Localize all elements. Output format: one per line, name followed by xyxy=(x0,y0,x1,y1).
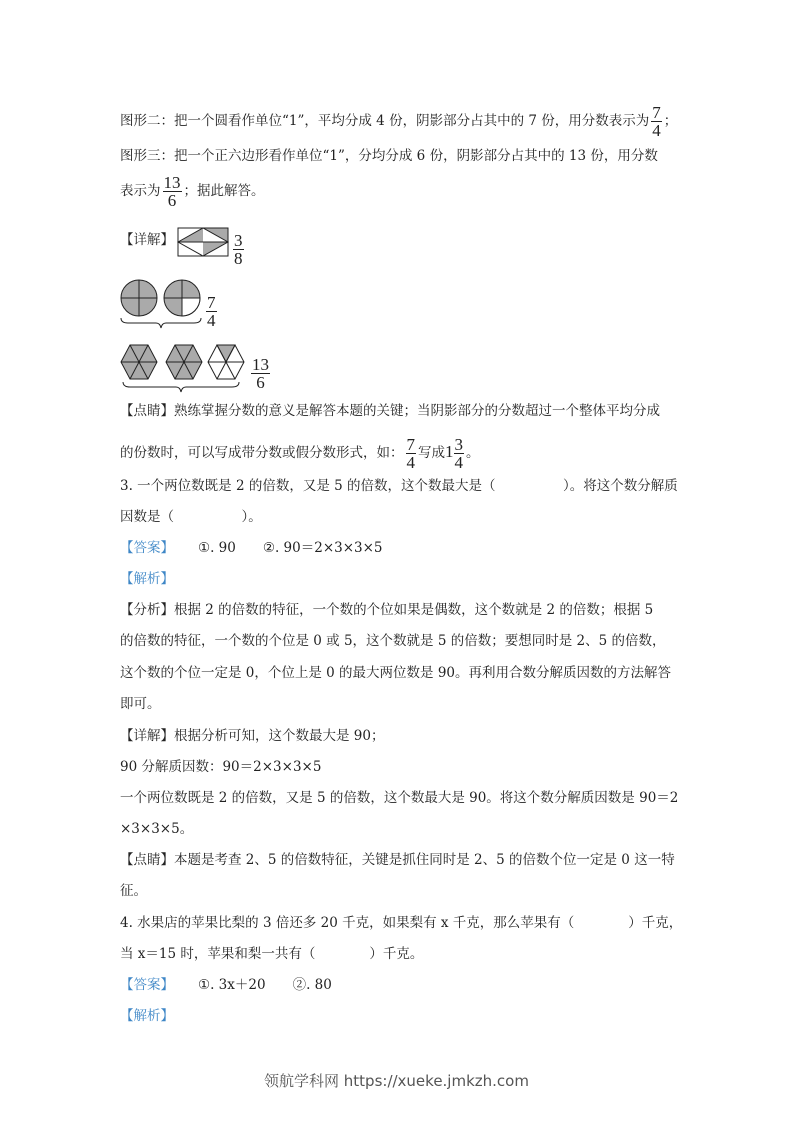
q3-answer xyxy=(120,538,383,558)
denominator: 6 xyxy=(256,373,265,392)
detail-line: 【详解】根据分析可知，这个数最大是 90； xyxy=(120,728,385,744)
numerator: 3 xyxy=(234,231,243,250)
denominator: 4 xyxy=(454,453,463,472)
analysis-line: 这个数的个位一定是 0，个位上是 0 的最大两位数是 90。再利用合数分解质因数的方法解答 xyxy=(120,665,672,681)
fraction xyxy=(163,174,182,209)
fig3-fraction xyxy=(249,356,272,391)
tip-line: 【点睛】本题是考查 2、5 的倍数特征，关键是抓住同时是 2、5 的倍数个位一定是 0 这一特 xyxy=(120,852,675,868)
shape3-line1: 图形三：把一个正六边形看作单位“1”，分均分成 6 份，阴影部分占其中的 13 份，用分数 xyxy=(120,148,658,164)
text: 图形二：把一个圆看作单位“1”，平均分成 4 份，阴影部分占其中的 7 份，用分数表示为 xyxy=(120,113,650,129)
shape3-line2 xyxy=(120,174,265,209)
analysis-line: 即可。 xyxy=(120,696,161,712)
detail-line: 90 分解质因数：90＝2×3×3×5 xyxy=(120,759,322,775)
answer-text: ①. 3x＋20 ②. 80 xyxy=(198,977,332,993)
denominator: 4 xyxy=(207,311,216,330)
q4-line1: 4. 水果店的苹果比梨的 3 倍还多 20 千克，如果梨有 x 千克，那么苹果有（ ）千克， xyxy=(120,915,683,931)
answer-label: 【答案】 xyxy=(120,977,174,993)
numerator: 7 xyxy=(406,435,415,454)
text: 。 xyxy=(466,445,480,461)
shape2-text xyxy=(120,104,677,139)
q3-line1: 3. 一个两位数既是 2 的倍数，又是 5 的倍数，这个数最大是（ ）。将这个数分解质 xyxy=(120,478,678,494)
analysis-line: 的倍数的特征，一个数的个位是 0 或 5，这个数就是 5 的倍数；要想同时是 2、5 的倍数， xyxy=(120,633,666,649)
detail-label: 【详解】 xyxy=(120,232,174,248)
denominator: 8 xyxy=(234,249,243,268)
q4-line2: 当 x＝15 时，苹果和梨一共有（ ）千克。 xyxy=(120,946,424,962)
fraction xyxy=(651,104,662,139)
circles-figure xyxy=(118,278,208,330)
tip-line: 征。 xyxy=(120,883,147,899)
detail-line: 一个两位数既是 2 的倍数，又是 5 的倍数，这个数最大是 90。将这个数分解质因数是 90＝2 xyxy=(120,790,679,806)
numerator: 13 xyxy=(163,173,181,192)
text: 写成 xyxy=(418,445,445,461)
whole-number: 1 xyxy=(445,442,454,461)
numerator: 13 xyxy=(252,355,269,374)
fig1-fraction xyxy=(231,232,246,267)
rectangle-figure xyxy=(177,227,231,259)
text: 的份数时，可以写成带分数或假分数形式，如： xyxy=(120,445,404,461)
text: 表示为 xyxy=(120,183,161,199)
hexagons-figure xyxy=(118,342,252,394)
answer-label: 【答案】 xyxy=(120,540,174,556)
q3-line2: 因数是（ ）。 xyxy=(120,509,262,525)
text: ；据此解答。 xyxy=(183,183,265,199)
numerator: 3 xyxy=(454,435,463,454)
text: ； xyxy=(663,113,678,129)
answer-text: ①. 90 ②. 90＝2×3×3×5 xyxy=(198,540,383,556)
fig2-fraction xyxy=(204,294,219,329)
numerator: 7 xyxy=(652,103,661,122)
q4-answer xyxy=(120,975,332,995)
denominator: 4 xyxy=(406,453,415,472)
q4-analysis-label: 【解析】 xyxy=(120,1008,174,1024)
tip1-line2 xyxy=(120,436,480,471)
footer-watermark: 领航学科网 https://xueke.jmkzh.com xyxy=(264,1072,529,1090)
analysis-line: 【分析】根据 2 的倍数的特征，一个数的个位如果是偶数，这个数就是 2 的倍数；根据 5 xyxy=(120,602,654,618)
tip1-line1: 【点睛】熟练掌握分数的意义是解答本题的关键；当阴影部分的分数超过一个整体平均分成 xyxy=(120,403,660,419)
detail-line: ×3×3×5。 xyxy=(120,821,194,837)
q3-analysis-label: 【解析】 xyxy=(120,571,174,587)
numerator: 7 xyxy=(207,293,216,312)
denominator: 4 xyxy=(652,121,661,140)
denominator: 6 xyxy=(167,191,177,210)
